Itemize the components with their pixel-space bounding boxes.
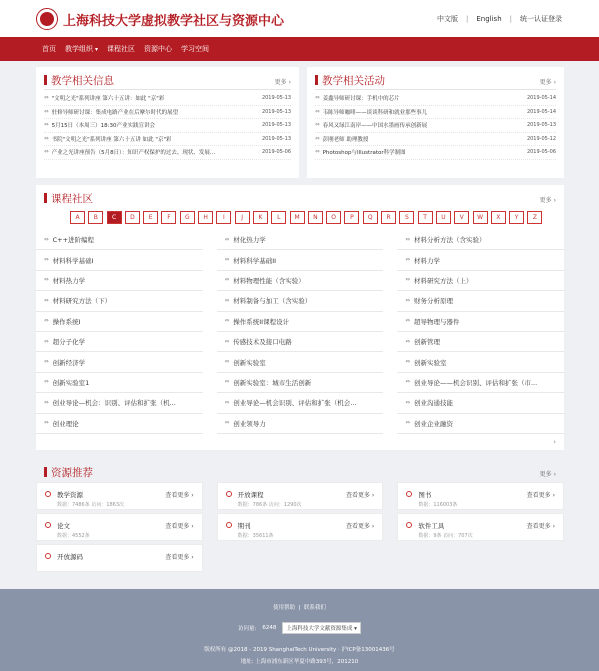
link-icon: ⇔ [315, 108, 320, 115]
course-item[interactable] [36, 414, 203, 434]
main-nav [0, 37, 599, 61]
course-item[interactable] [36, 230, 203, 250]
news-title[interactable]: 5月15日（本周三）18:30产业实践宣讲会 [51, 123, 155, 130]
letter-m[interactable]: M [290, 211, 305, 224]
link-icon: ⇔ [44, 297, 49, 304]
resource-name[interactable]: 开放课程 [237, 491, 264, 499]
news-date: 2019-05-14 [526, 108, 556, 115]
course-item[interactable] [217, 393, 384, 413]
news-title[interactable]: Photoshop与Illustrator科学制图 [322, 150, 406, 157]
letter-i[interactable]: I [216, 211, 231, 224]
course-item[interactable] [36, 312, 203, 332]
circle-icon [406, 522, 412, 528]
course-name: 材料研究方法（上） [413, 276, 473, 285]
news-item[interactable] [315, 133, 556, 147]
resource-card[interactable] [397, 482, 564, 510]
letter-r[interactable]: R [381, 211, 396, 224]
resource-stats: 数据：4552条 [57, 533, 90, 539]
course-name: 创新实验室：城市生活创新 [233, 378, 312, 387]
course-item[interactable] [217, 373, 384, 393]
news-item[interactable] [44, 133, 291, 147]
divider: | [509, 15, 512, 23]
course-name: 超导物理与器件 [413, 317, 460, 326]
resource-card[interactable] [217, 513, 384, 541]
news-item[interactable] [44, 119, 291, 133]
letter-z[interactable]: Z [527, 211, 542, 224]
course-name: 创新实验室1 [52, 378, 90, 387]
course-name: 创业导论—机会识别、评估和扩张（机会... [233, 399, 357, 408]
view-more-link[interactable]: 查看更多 › [165, 521, 193, 530]
course-item[interactable] [36, 352, 203, 372]
news-date: 2019-05-13 [261, 95, 291, 102]
link-icon: ⇔ [224, 420, 230, 427]
lang-en-link[interactable]: English [476, 15, 502, 23]
nav-teaching-org[interactable]: 教学组织 ▾ [65, 44, 98, 54]
university-logo[interactable] [36, 8, 58, 30]
course-name: 创业企业融资 [413, 419, 453, 428]
course-item[interactable] [397, 312, 564, 332]
link-icon: ⇔ [224, 236, 230, 243]
top-links [437, 14, 562, 24]
course-name: 创业领导力 [233, 419, 266, 428]
address: 地址: 上海市浦东新区华夏中路393号，201210 [240, 659, 359, 665]
link-icon: ⇔ [405, 338, 410, 345]
link-icon: ⇔ [405, 297, 410, 304]
news-date: 2019-05-13 [261, 122, 291, 129]
course-name: 传感技术及接口电路 [233, 338, 292, 347]
view-more-link[interactable]: 查看更多 › [165, 490, 193, 499]
link-icon: ⇔ [44, 420, 49, 427]
teaching-activities-panel [307, 67, 564, 178]
letter-h[interactable]: H [198, 211, 213, 224]
nav-home[interactable]: 首页 [42, 45, 56, 53]
news-date: 2019-05-13 [261, 108, 291, 115]
link-icon: ⇔ [224, 297, 230, 304]
news-title[interactable]: "文明之光"系列讲座 第六十五讲：如此 "京"彩 [51, 96, 165, 103]
link-icon: ⇔ [44, 149, 49, 156]
news-item[interactable] [44, 106, 291, 120]
letter-c[interactable]: C [107, 211, 122, 224]
link-icon: ⇔ [405, 379, 410, 386]
course-item[interactable] [36, 332, 203, 352]
link-icon: ⇔ [44, 399, 49, 406]
link-icon: ⇔ [405, 318, 410, 325]
more-link[interactable]: 更多 › [540, 77, 556, 86]
resource-select[interactable]: 上海科技大学文献资源集成 ▾ [282, 622, 361, 634]
course-item[interactable] [36, 393, 203, 413]
news-date: 2019-05-13 [261, 135, 291, 142]
link-icon: ⇔ [315, 122, 320, 129]
link-icon: ⇔ [44, 257, 49, 264]
link-icon: ⇔ [224, 318, 230, 325]
course-name: 创新管理 [413, 338, 440, 347]
resource-name[interactable]: 期刊 [237, 522, 251, 530]
course-name: 材料热力学 [52, 276, 86, 285]
link-icon: ⇔ [405, 420, 410, 427]
course-name: 材料制备与加工（含实验） [233, 297, 312, 306]
letter-s[interactable]: S [399, 211, 414, 224]
link-icon: ⇔ [315, 149, 320, 156]
news-item[interactable] [315, 106, 556, 120]
panel-title: 教学相关信息 [44, 73, 114, 88]
visits-count: 6248 [262, 625, 277, 631]
news-date: 2019-05-13 [526, 122, 556, 129]
resource-select-value: 上海科技大学文献资源集成 [286, 626, 353, 632]
course-item[interactable] [397, 291, 564, 311]
letter-o[interactable]: O [326, 211, 341, 224]
letter-p[interactable]: P [344, 211, 359, 224]
letter-l[interactable]: L [271, 211, 286, 224]
link-icon: ⇔ [405, 236, 410, 243]
resource-card[interactable] [36, 513, 203, 541]
letter-q[interactable]: Q [363, 211, 378, 224]
course-item[interactable] [217, 250, 384, 270]
letter-filter [70, 211, 542, 224]
link-icon: ⇔ [405, 277, 410, 284]
link-icon: ⇔ [405, 257, 410, 264]
course-item[interactable] [36, 271, 203, 291]
news-title[interactable]: 产业之光讲座预告（5月8日）：知识产权保护的过去、现状、发展... [51, 150, 216, 157]
resource-card[interactable] [36, 482, 203, 510]
link-icon: ⇔ [315, 135, 320, 142]
news-item[interactable] [315, 92, 556, 106]
view-more-link[interactable]: 查看更多 › [165, 552, 193, 561]
nav-course-community[interactable]: 课程社区 [107, 45, 136, 53]
link-icon: ⇔ [224, 379, 230, 386]
link-icon: ⇔ [224, 399, 230, 406]
resource-stats: 数据：35611条 [237, 533, 274, 539]
divider: | [466, 15, 469, 23]
letter-g[interactable]: G [180, 211, 195, 224]
course-item[interactable] [217, 312, 384, 332]
course-item[interactable] [217, 352, 384, 372]
letter-e[interactable]: E [143, 211, 158, 224]
course-name: 财务分析原理 [413, 297, 453, 306]
resource-name[interactable]: 软件工具 [418, 522, 445, 530]
link-icon: ⇔ [44, 135, 49, 142]
login-link[interactable]: 统一认证登录 [520, 15, 562, 23]
letter-a[interactable]: A [70, 211, 85, 224]
link-icon: ⇔ [224, 359, 230, 366]
letter-w[interactable]: W [473, 211, 488, 224]
course-item[interactable] [397, 352, 564, 372]
circle-icon [45, 491, 51, 497]
teaching-info-panel [36, 67, 299, 178]
view-more-link[interactable]: 查看更多 › [346, 521, 374, 530]
visits-label: 访问量: [238, 626, 257, 632]
course-name: 超分子化学 [52, 338, 86, 347]
contact-link[interactable]: 联系我们 [303, 605, 326, 611]
link-icon: ⇔ [44, 379, 49, 386]
resource-card[interactable] [217, 482, 384, 510]
news-item[interactable] [44, 146, 291, 160]
site-title[interactable]: 上海科技大学虚拟教学社区与资源中心 [63, 14, 285, 29]
footer [0, 589, 599, 671]
course-list [36, 230, 564, 434]
link-icon: ⇔ [405, 399, 410, 406]
letter-d[interactable]: D [125, 211, 140, 224]
link-icon: ⇔ [44, 338, 49, 345]
circle-icon [406, 491, 412, 497]
next-arrow-icon[interactable]: › [553, 438, 556, 446]
course-item[interactable] [397, 230, 564, 250]
nav-resource-center[interactable]: 资源中心 [144, 45, 173, 53]
link-icon: ⇔ [44, 108, 49, 115]
letter-x[interactable]: X [491, 211, 506, 224]
circle-icon [45, 553, 51, 559]
letter-j[interactable]: J [235, 211, 250, 224]
link-icon: ⇔ [44, 359, 49, 366]
letter-n[interactable]: N [308, 211, 323, 224]
course-name: 创新实验室 [413, 358, 447, 367]
course-name: 创新实验室 [233, 358, 266, 367]
resource-card[interactable] [36, 544, 203, 572]
resource-name[interactable]: 开放源码 [57, 553, 83, 561]
course-name: 材料科学基础II [233, 256, 277, 265]
panel-title: 教学相关活动 [315, 73, 385, 88]
resource-card[interactable] [397, 513, 564, 541]
course-item[interactable] [217, 271, 384, 291]
circle-icon [45, 522, 51, 528]
news-title[interactable]: 驻修导师研讨课：集成电路产业在后摩尔时代的展望 [51, 109, 179, 116]
view-more-link[interactable]: 查看更多 › [346, 490, 374, 499]
course-item[interactable] [217, 414, 384, 434]
course-item[interactable] [36, 373, 203, 393]
resource-stats: 数据：7486条 访问：1863次 [57, 502, 125, 508]
link-icon: ⇔ [315, 95, 320, 102]
circle-icon [226, 522, 232, 528]
news-title[interactable]: 姜鑫导师研讨课：手机中的芯片 [322, 96, 400, 103]
course-item[interactable] [397, 414, 564, 434]
link-icon: ⇔ [224, 277, 230, 284]
more-link[interactable]: 更多 › [540, 195, 556, 204]
letter-b[interactable]: B [88, 211, 103, 224]
course-name: 创业导论—机会：识别、评估和扩张（机... [52, 399, 176, 408]
resources-header [36, 459, 564, 481]
course-item[interactable] [217, 332, 384, 352]
news-date: 2019-05-14 [526, 95, 556, 102]
link-icon: ⇔ [224, 257, 230, 264]
resource-name[interactable]: 论文 [57, 522, 70, 530]
more-link[interactable]: 更多 › [540, 469, 556, 478]
course-name: 材料科学基础I [52, 256, 94, 265]
course-name: 材化热力学 [233, 236, 266, 245]
divider: | [298, 605, 301, 611]
course-name: 操作系统I [52, 317, 81, 326]
news-date: 2019-05-12 [526, 135, 556, 142]
circle-icon [226, 491, 232, 497]
course-item[interactable] [397, 332, 564, 352]
more-link[interactable]: 更多 › [275, 77, 291, 86]
resource-stats: 数据：786条 访问：1290次 [237, 502, 302, 508]
course-item[interactable] [397, 393, 564, 413]
course-item[interactable] [36, 291, 203, 311]
link-icon: ⇔ [44, 95, 49, 102]
link-icon: ⇔ [44, 122, 49, 129]
link-icon: ⇔ [224, 338, 230, 345]
letter-f[interactable]: F [161, 211, 176, 224]
link-icon: ⇔ [44, 318, 49, 325]
letter-y[interactable]: Y [509, 211, 524, 224]
resource-name[interactable]: 教学资源 [57, 491, 83, 499]
news-item[interactable] [44, 92, 291, 106]
course-name: 创业沟通技能 [413, 399, 453, 408]
course-name: 材料分析方法（含实验） [413, 236, 486, 245]
letter-k[interactable]: K [253, 211, 268, 224]
course-name: 材料研究方法（下） [52, 297, 112, 306]
news-title[interactable]: 彭刚老师 助理教授 [322, 136, 369, 143]
header [0, 0, 599, 37]
letter-t[interactable]: T [418, 211, 433, 224]
news-date: 2019-05-06 [261, 149, 291, 156]
news-title[interactable]: 书院"文明之光"系列讲座 第六十五讲 如此 "京"彩 [51, 136, 172, 143]
course-item[interactable] [217, 230, 384, 250]
course-name: 材料物理性能（含实验） [233, 276, 305, 285]
view-more-link[interactable]: 查看更多 › [527, 490, 555, 499]
news-title[interactable]: 春风又绿江南岸——中国水墨画传承创新展 [322, 123, 428, 130]
link-icon: ⇔ [44, 277, 49, 284]
course-name: 材料力学 [413, 256, 440, 265]
news-item[interactable] [315, 146, 556, 160]
lang-cn-link[interactable]: 中文版 [437, 15, 458, 23]
view-more-link[interactable]: 查看更多 › [527, 521, 555, 530]
help-link[interactable]: 使用帮助 [273, 605, 296, 611]
news-date: 2019-05-06 [526, 149, 556, 156]
course-item[interactable] [217, 291, 384, 311]
course-item[interactable] [397, 250, 564, 270]
copyright: 版权所有 @2018 - 2019 ShanghaiTech University · 沪ICP备13001436号 [204, 647, 395, 653]
course-name: 创业导论——机会识别、评估和扩张（市... [413, 378, 538, 387]
link-icon: ⇔ [44, 236, 49, 243]
news-title[interactable]: 韦陈导师咖啡——谈谈科研和就业那些事儿 [322, 109, 428, 116]
resource-stats: 数据：116003条 [418, 502, 458, 508]
course-name: 创新经济学 [52, 358, 86, 367]
panel-title: 资源推荐 [44, 465, 93, 480]
resource-grid [36, 482, 564, 572]
letter-u[interactable]: U [436, 211, 451, 224]
course-name: C++进阶编程 [52, 236, 95, 245]
letter-v[interactable]: V [454, 211, 469, 224]
nav-learning-space[interactable]: 学习空间 [181, 45, 210, 53]
course-name: 创业理论 [52, 419, 79, 428]
news-item[interactable] [315, 119, 556, 133]
resource-stats: 数据：9条 访问：707次 [418, 533, 473, 539]
course-item[interactable] [36, 250, 203, 270]
resource-name[interactable]: 图书 [418, 491, 432, 499]
link-icon: ⇔ [405, 359, 410, 366]
course-item[interactable] [397, 271, 564, 291]
course-item[interactable] [397, 373, 564, 393]
panel-title: 课程社区 [44, 191, 93, 206]
course-name: 操作系统II课程设计 [233, 317, 290, 326]
